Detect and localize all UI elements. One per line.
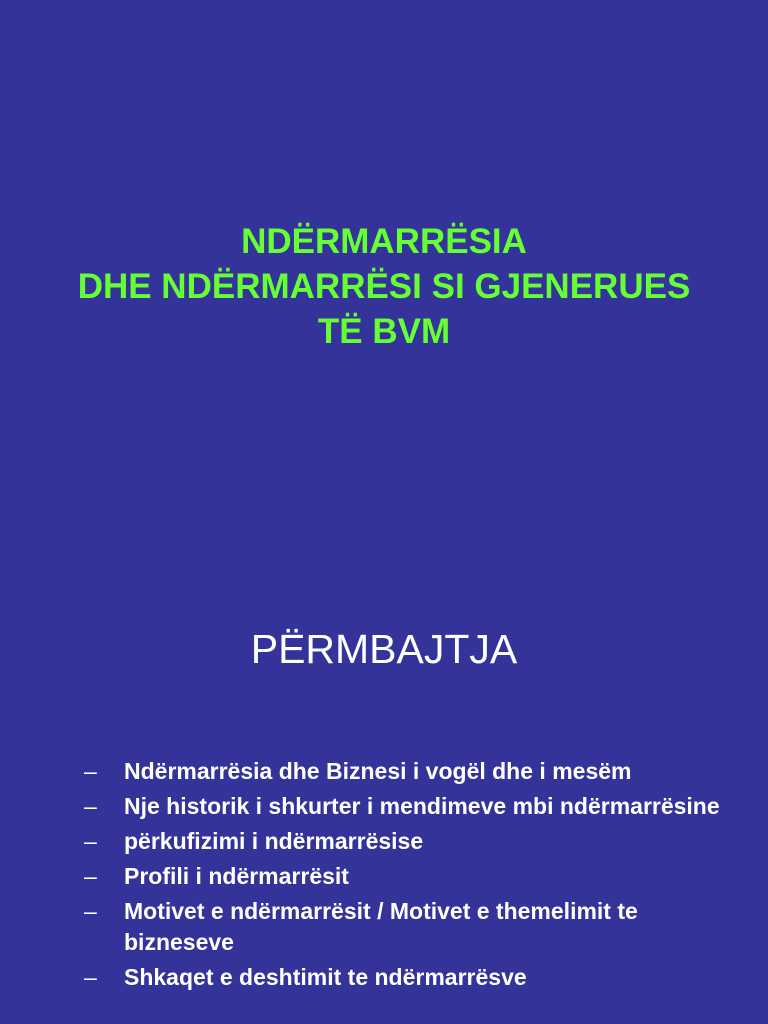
- slide-title: [0, 219, 768, 354]
- list-item: [84, 791, 734, 822]
- slide-title-line-2: DHE NDËRMARRËSI SI GJENERUES: [77, 267, 691, 306]
- slide-title-line-1: NDËRMARRËSIA: [241, 222, 527, 261]
- list-item-text: Profili i ndërmarrësit: [124, 863, 349, 889]
- bullet-dash: –: [84, 898, 97, 924]
- bullet-dash: –: [84, 964, 97, 990]
- list-item: [84, 756, 734, 787]
- list-item: [84, 861, 734, 892]
- bullet-dash: –: [84, 793, 97, 819]
- list-item-text: Motivet e ndërmarrësit / Motivet e themelimit te bizneseve: [124, 898, 638, 955]
- bullet-dash: –: [84, 758, 97, 784]
- list-item-text: Ndërmarrësia dhe Biznesi i vogël dhe i mesëm: [124, 758, 632, 784]
- contents-list: [84, 756, 734, 997]
- list-item: [84, 896, 734, 958]
- list-item: [84, 962, 734, 993]
- section-heading: PËRMBAJTJA: [250, 626, 518, 672]
- list-item-text: Nje historik i shkurter i mendimeve mbi ndërmarrësine: [124, 793, 720, 819]
- list-item: [84, 826, 734, 857]
- bullet-dash: –: [84, 863, 97, 889]
- slide-title-line-3: TË BVM: [317, 312, 451, 351]
- list-item-text: përkufizimi i ndërmarrësise: [124, 828, 424, 854]
- bullet-dash: –: [84, 828, 97, 854]
- list-item-text: Shkaqet e deshtimit te ndërmarrësve: [124, 964, 527, 990]
